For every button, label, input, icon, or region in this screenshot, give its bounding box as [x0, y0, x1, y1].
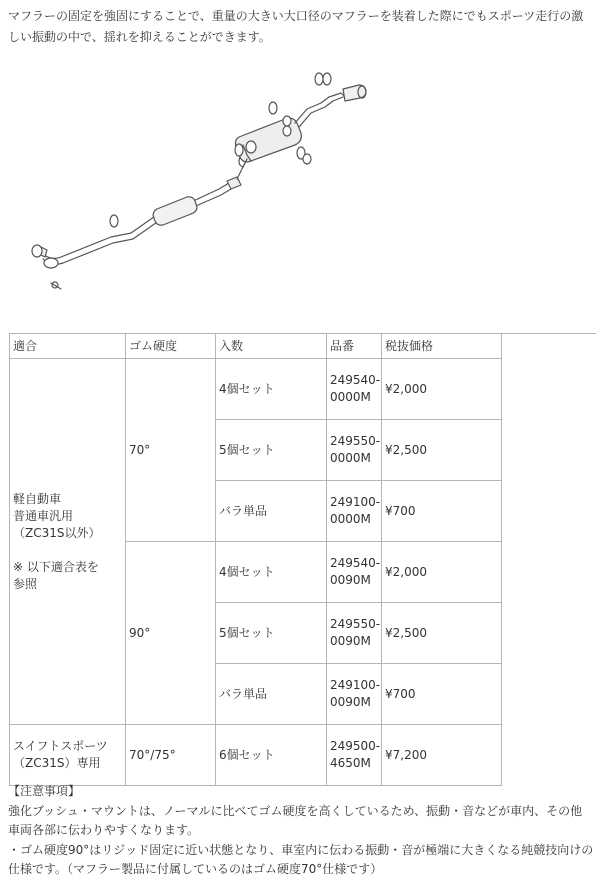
- blank-cell: [502, 542, 596, 603]
- blank-cell: [502, 603, 596, 664]
- blank-cell: [502, 420, 596, 481]
- intro-line-2: しい振動の中で、揺れを抑えることができます。: [8, 30, 271, 44]
- hardness-cell: 70°/75°: [126, 725, 216, 786]
- price-cell: ¥2,500: [382, 603, 502, 664]
- hardness-cell: 90°: [126, 542, 216, 725]
- caution-line: 強化ブッシュ・マウントは、ノーマルに比べてゴム硬度を高くしているため、振動・音などが車内、その他: [8, 803, 583, 818]
- caution-notes: [8, 782, 603, 880]
- part-number-cell: 249500- 4650M: [327, 725, 382, 786]
- fit-text: （ZC31S以外）: [13, 525, 101, 540]
- caution-line: ・ゴム硬度90°はリジッド固定に近い状態となり、車室内に伝わる振動・音が極端に大きくなる純競技向けの: [8, 842, 594, 857]
- quantity-cell: 5個セット: [216, 420, 327, 481]
- price-cell: ¥700: [382, 664, 502, 725]
- caution-heading: 【注意事項】: [8, 784, 81, 798]
- blank-cell: [502, 359, 596, 420]
- header-hardness: ゴム硬度: [126, 334, 216, 359]
- part-number-cell: 249100- 0090M: [327, 664, 382, 725]
- price-cell: ¥7,200: [382, 725, 502, 786]
- table-row: [10, 725, 596, 786]
- blank-cell: [502, 664, 596, 725]
- header-fit: 適合: [10, 334, 126, 359]
- blank-cell: [502, 725, 596, 786]
- fit-cell-swift: [10, 725, 126, 786]
- header-blank: [502, 334, 596, 359]
- main-muffler: [235, 118, 301, 167]
- part-number-cell: 249550- 0090M: [327, 603, 382, 664]
- header-price: 税抜価格: [382, 334, 502, 359]
- quantity-cell: 4個セット: [216, 359, 327, 420]
- catalyst: [153, 197, 197, 225]
- price-cell: ¥2,000: [382, 542, 502, 603]
- table-row: [10, 359, 596, 420]
- part-number-cell: 249550- 0000M: [327, 420, 382, 481]
- part-number-cell: 249540- 0000M: [327, 359, 382, 420]
- part-number-cell: 249540- 0090M: [327, 542, 382, 603]
- hardness-cell: 70°: [126, 359, 216, 542]
- quantity-cell: バラ単品: [216, 664, 327, 725]
- table-header-row: [10, 334, 596, 359]
- fitment-table: [9, 333, 596, 786]
- quantity-cell: 4個セット: [216, 542, 327, 603]
- fit-text: 軽自動車: [13, 491, 62, 506]
- quantity-cell: 6個セット: [216, 725, 327, 786]
- muffler-diagram: [25, 63, 375, 303]
- price-cell: ¥2,000: [382, 359, 502, 420]
- price-cell: ¥2,500: [382, 420, 502, 481]
- fit-cell-generic: [10, 359, 126, 725]
- fit-note: ※ 以下適合表を: [13, 559, 99, 574]
- intro-line-1: マフラーの固定を強固にすることで、重量の大きい大口径のマフラーを装着した際にでもスポーツ走行の激: [8, 9, 584, 23]
- tail-pipe: [295, 85, 366, 127]
- header-part-number: 品番: [327, 334, 382, 359]
- caution-line: 車両各部に伝わりやすくなります。: [8, 823, 200, 837]
- front-pipe: [37, 177, 241, 264]
- price-cell: ¥700: [382, 481, 502, 542]
- quantity-cell: バラ単品: [216, 481, 327, 542]
- part-number-cell: 249100- 0000M: [327, 481, 382, 542]
- caution-line: 仕様です。（マフラー製品に付属しているのはゴム硬度70°仕様です）: [8, 862, 383, 876]
- fit-text: スイフトスポーツ: [13, 739, 108, 753]
- rubber-mounts: [32, 73, 331, 289]
- fit-note: 参照: [13, 576, 38, 591]
- quantity-cell: 5個セット: [216, 603, 327, 664]
- fit-text: 普通車汎用: [13, 508, 74, 523]
- fit-text: （ZC31S）専用: [13, 756, 101, 770]
- intro-text: [8, 6, 600, 48]
- header-quantity: 入数: [216, 334, 327, 359]
- blank-cell: [502, 481, 596, 542]
